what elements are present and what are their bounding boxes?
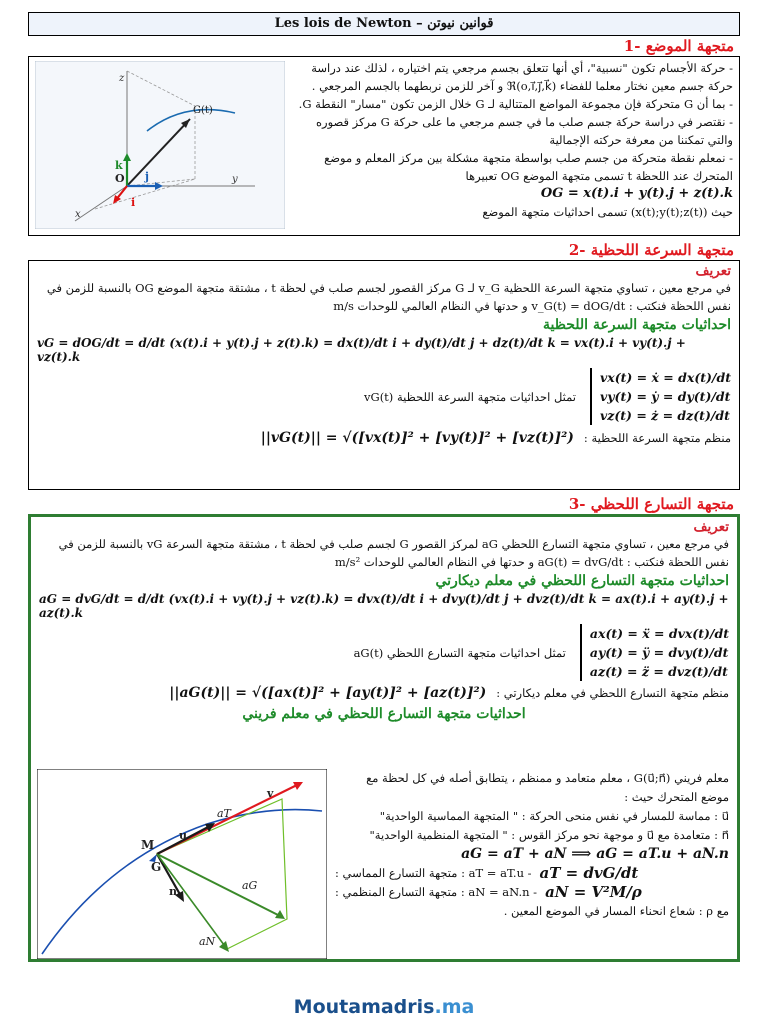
velocity-v-label: v: [267, 787, 274, 800]
velocity-components-label: تمثل احداثيات متجهة السرعة اللحظية vG(t): [364, 389, 576, 404]
acceleration-norm-label: منظم متجهة التسارع اللحظي في معلم ديكارتي :: [496, 686, 729, 700]
velocity-components-system: [590, 368, 731, 425]
point-g-frenet-label: G: [151, 860, 162, 874]
acceleration-components-row: [39, 624, 729, 681]
velocity-definition-text: في مرجع معين ، تساوي متجهة السرعة اللحظية v_G لـ G مركز القصور لجسم صلب في لحظة t ، مشتقة متجهة الموضع OG بالنسبة للزمن في نفس اللحظة فنكتب : v_G(t) = dOG/dt و حدتها في النظام العالمي للوحدات m/s: [46, 281, 731, 313]
tangential-text: - aT = aT.u : متجهة التسارع المماسي :: [335, 866, 532, 880]
acceleration-frenet-title: احداثيات متجهة التسارع اللحظي في معلم فريني: [242, 706, 526, 722]
axis-z-label: z: [119, 73, 125, 84]
acceleration-norm-equation: ||aG(t)|| = √([ax(t)]² + [ay(t)]² + [az(t)]²): [169, 685, 487, 701]
frenet-decomposition-equation: aG = aT + aN ⟹ aG = aT.u + aN.n: [461, 846, 729, 862]
normal-tail-text: مع ρ : شعاع انحناء المسار في الموضع المعين .: [503, 904, 729, 918]
position-paragraph-4: - نمعلم نقطة متحركة من جسم صلب بواسطة متجهة مشكلة بين مركز المعلم و موضع المتحرك عند اللحظة t تسمى متجهة الموضع OG تعبيرها: [324, 151, 733, 183]
site-logo-brand: Moutamadris: [293, 996, 435, 1018]
unit-i-label: i: [131, 196, 136, 209]
position-paragraph-5: حيث (x(t);y(t);z(t)) تسمى احداثيات متجهة الموضع: [482, 205, 733, 219]
frenet-text: [335, 769, 729, 921]
axis-y-label: y: [232, 174, 238, 185]
acceleration-norm-row: [39, 684, 729, 702]
axis-x-label: x: [75, 209, 81, 220]
unit-u-label: u: [179, 829, 187, 842]
site-logo: [0, 996, 768, 1018]
site-logo-tld: .ma: [434, 996, 475, 1018]
frenet-figure: [37, 769, 327, 959]
unit-n-label: n: [169, 885, 177, 898]
acceleration-component-x: ax(t) = ẍ = dvx(t)/dt: [589, 626, 729, 641]
section-2-heading: 2- متجهة السرعة اللحظية: [568, 241, 734, 259]
acceleration-definition-title: تعريف: [693, 519, 729, 535]
velocity-definition-title: تعريف: [695, 263, 731, 279]
point-m-label: M: [141, 838, 155, 852]
velocity-norm-label: منظم متجهة السرعة اللحظية :: [583, 431, 731, 445]
velocity-components-row: [37, 368, 731, 425]
normal-equation: aN = V²M/ρ: [545, 883, 642, 901]
origin-o-label: O: [115, 172, 125, 185]
acceleration-component-y: ay(t) = ÿ = dvy(t)/dt: [589, 645, 729, 660]
point-g-label: G(t): [193, 105, 213, 116]
acceleration-components-label: تمثل احداثيات متجهة التسارع اللحظي aG(t): [353, 645, 566, 660]
position-vector-figure: [35, 61, 285, 229]
position-paragraph-3: - نقتصر في دراسة حركة جسم صلب ما في جسم مرجعي ما على حركة G مركز قصوره والتي تمكننا من معرفة حركته الإجمالية: [316, 115, 733, 147]
velocity-component-y: vy(t) = ẏ = dy(t)/dt: [600, 389, 731, 404]
acceleration-definition-text: في مرجع معين ، تساوي متجهة التسارع اللحظي aG لمركز القصور G لجسم صلب في لحظة t ، مشتقة متجهة السرعة vG بالنسبة للزمن في نفس اللحظة فنكتب : aG(t) = dvG/dt و حدتها في النظام العالمي للوحدات m/s²: [58, 537, 729, 569]
velocity-main-equation: vG = dOG/dt = d/dt (x(t).i + y(t).j + z(t).k) = dx(t)/dt i + dy(t)/dt j + dz(t)/dt k = vx(t).i + vy(t).j + vz(t).k: [37, 336, 686, 364]
tangential-equation: aT = dvG/dt: [539, 864, 639, 882]
velocity-component-z: vz(t) = ż = dz(t)/dt: [600, 408, 730, 423]
unit-k-label: k: [115, 159, 123, 172]
normal-an-label: aN: [199, 935, 216, 948]
frenet-paragraph-1: معلم فريني G(u⃗;n⃗) ، معلم متعامد و ممنظم ، يتطابق أصله في كل لحظة مع موضع المتحرك حيث :: [366, 771, 729, 804]
normal-text: - aN = aN.n : متجهة التسارع المنظمي :: [335, 885, 538, 899]
frenet-unit-n: n⃗ : متعامدة مع u⃗ و موجهة نحو مركز القوس : " المتجهة المنظمية الواحدية": [369, 828, 729, 842]
section-1-text: [293, 59, 733, 221]
page-title: Les lois de Newton – قوانين نيوتن: [28, 12, 740, 36]
velocity-norm-equation: ||vG(t)|| = √([vx(t)]² + [vy(t)]² + [vz(t)]²): [260, 430, 574, 446]
velocity-component-x: vx(t) = ẋ = dx(t)/dt: [600, 370, 731, 385]
tangential-at-label: aT: [217, 807, 231, 820]
position-paragraph-1: - حركة الأجسام تكون "نسبية"، أي أنها تتعلق بجسم مرجعي يتم اختياره ، لذلك عند دراسة حركة جسم معين نختار معلما للفضاء ℜ(o,i⃗,j⃗,k⃗) و آخر للزمن نربطهما بالجسم المرجعي .: [311, 61, 733, 93]
unit-j-label: j: [145, 170, 149, 183]
normal-row: [335, 883, 729, 902]
velocity-coordinates-title: احداثيات متجهة السرعة اللحظية: [543, 317, 731, 333]
acceleration-cartesian-title: احداثيات متجهة التسارع اللحظي في معلم ديكارتي: [435, 573, 729, 589]
tangential-row: [335, 864, 729, 883]
section-2-box: [28, 260, 740, 490]
position-vector-equation: OG = x(t).i + y(t).j + z(t).k: [540, 186, 733, 201]
velocity-norm-row: [37, 429, 731, 447]
acceleration-component-z: az(t) = z̈ = dvz(t)/dt: [589, 664, 728, 679]
document-page: [28, 12, 740, 962]
position-paragraph-2: - بما أن G متحركة فإن مجموعة المواضع المتتالية لـ G خلال الزمن تكون "مسار" النقطة G.: [298, 97, 733, 111]
acceleration-main-equation: aG = dvG/dt = d/dt (vx(t).i + vy(t).j + vz(t).k) = dvx(t)/dt i + dvy(t)/dt j + dvz(t)/dt k = ax(t).i + ay(t).j + az(t).k: [39, 592, 729, 620]
section-3-box: [28, 514, 740, 962]
frenet-unit-u: u⃗ : مماسة للمسار في نفس منحى الحركة : " المتجهة المماسية الواحدية": [379, 809, 729, 823]
section-1-box: [28, 56, 740, 236]
section-1-heading: 1- متجهة الموضع: [623, 37, 734, 55]
acceleration-ag-label: aG: [242, 879, 258, 892]
section-3-heading: 3- متجهة التسارع اللحظي: [568, 495, 734, 513]
acceleration-components-system: [580, 624, 729, 681]
